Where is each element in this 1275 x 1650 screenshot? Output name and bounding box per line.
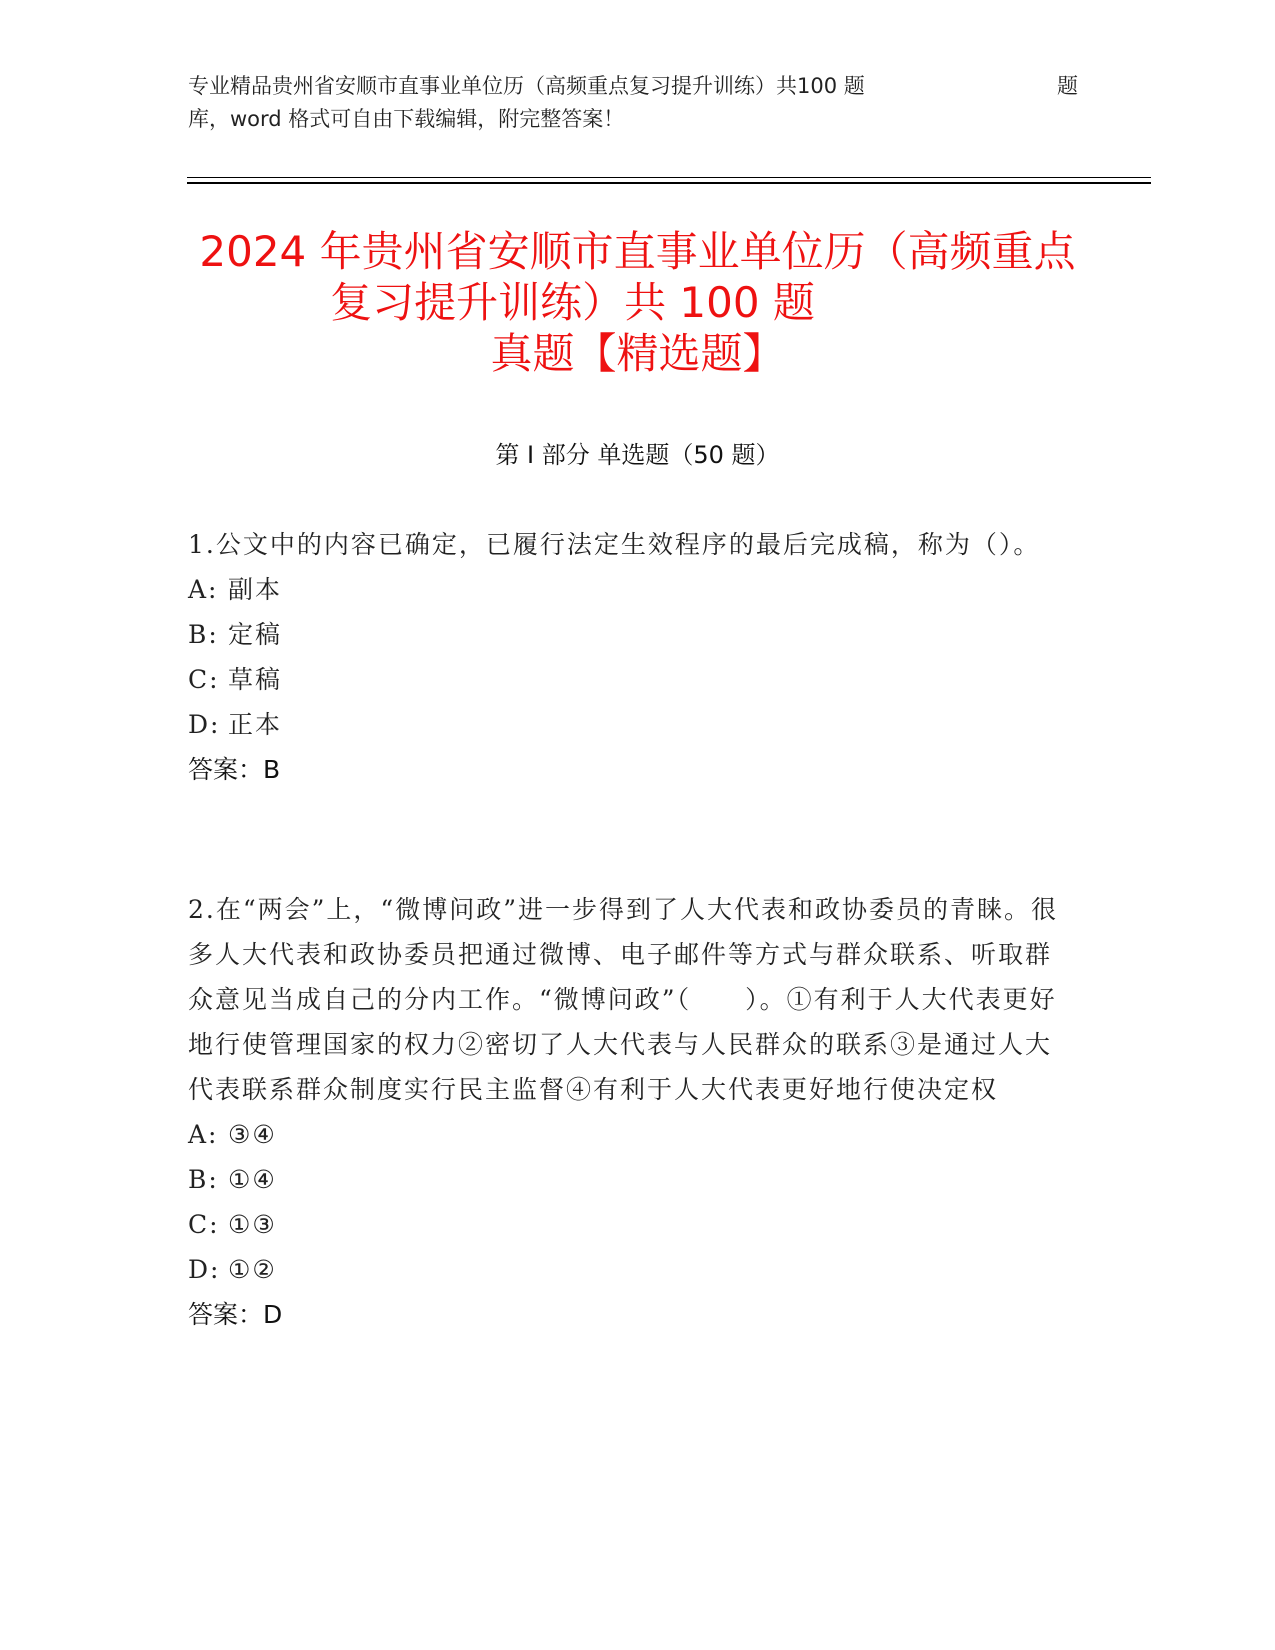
- option-label: D:: [188, 1255, 221, 1284]
- question-block: [188, 887, 1078, 1337]
- option-label: C:: [188, 665, 220, 694]
- option-b: [188, 612, 1078, 657]
- option-text: ①③: [228, 1210, 277, 1239]
- option-text: ③④: [228, 1120, 277, 1149]
- option-c: [188, 657, 1078, 702]
- header-divider-thin: [187, 177, 1151, 178]
- option-label: B:: [188, 620, 219, 649]
- header-text-tail: 题: [1057, 74, 1078, 98]
- option-label: A:: [188, 1120, 219, 1149]
- header-line-2: 库，word 格式可自由下载编辑，附完整答案！: [188, 107, 625, 131]
- answer-line: 答案：B: [188, 755, 281, 784]
- question-stem: 1.公文中的内容已确定，已履行法定生效程序的最后完成稿，称为（）。: [188, 530, 1041, 559]
- option-c: [188, 1202, 1078, 1247]
- option-label: B:: [188, 1165, 219, 1194]
- header-line-1: [188, 70, 1078, 103]
- question-stem: 2.在“两会”上，“微博问政”进一步得到了人大代表和政协委员的青睐。很多人大代表和政协委员把通过微博、电子邮件等方式与群众联系、听取群众意见当成自己的分内工作。“微博问政”（ ）。①有利于人大代表更好地行使管理国家的权力②密切了人大代表与人民群众的联系③是通过人大代表联系群众制度实行民主监督④有利于人大代表更好地行使决定权: [188, 895, 1058, 1104]
- title-part-2: 真题【精选题】: [490, 329, 785, 378]
- option-label: A:: [188, 575, 219, 604]
- option-a: [188, 567, 1078, 612]
- option-d: [188, 1247, 1078, 1292]
- section-heading: 第 I 部分 单选题（50 题）: [495, 441, 780, 469]
- option-b: [188, 1157, 1078, 1202]
- option-d: [188, 702, 1078, 747]
- option-a: [188, 1112, 1078, 1157]
- option-text: 草稿: [228, 665, 283, 694]
- option-text: 正本: [228, 710, 283, 739]
- option-label: D:: [188, 710, 221, 739]
- option-label: C:: [188, 1210, 220, 1239]
- option-text: 定稿: [228, 620, 283, 649]
- page-header: [188, 70, 1078, 136]
- option-text: 副本: [228, 575, 283, 604]
- header-text-main: 专业精品贵州省安顺市直事业单位历（高频重点复习提升训练）共100 题: [188, 74, 865, 98]
- title-part-1: 2024 年贵州省安顺市直事业单位历（高频重点复习提升训练）共 100 题: [199, 227, 1076, 327]
- header-divider-thick: [187, 182, 1151, 184]
- question-block: [188, 522, 1078, 792]
- answer-line: 答案：D: [188, 1300, 283, 1329]
- document-title: [185, 226, 1090, 379]
- option-text: ①②: [228, 1255, 277, 1284]
- option-text: ①④: [228, 1165, 277, 1194]
